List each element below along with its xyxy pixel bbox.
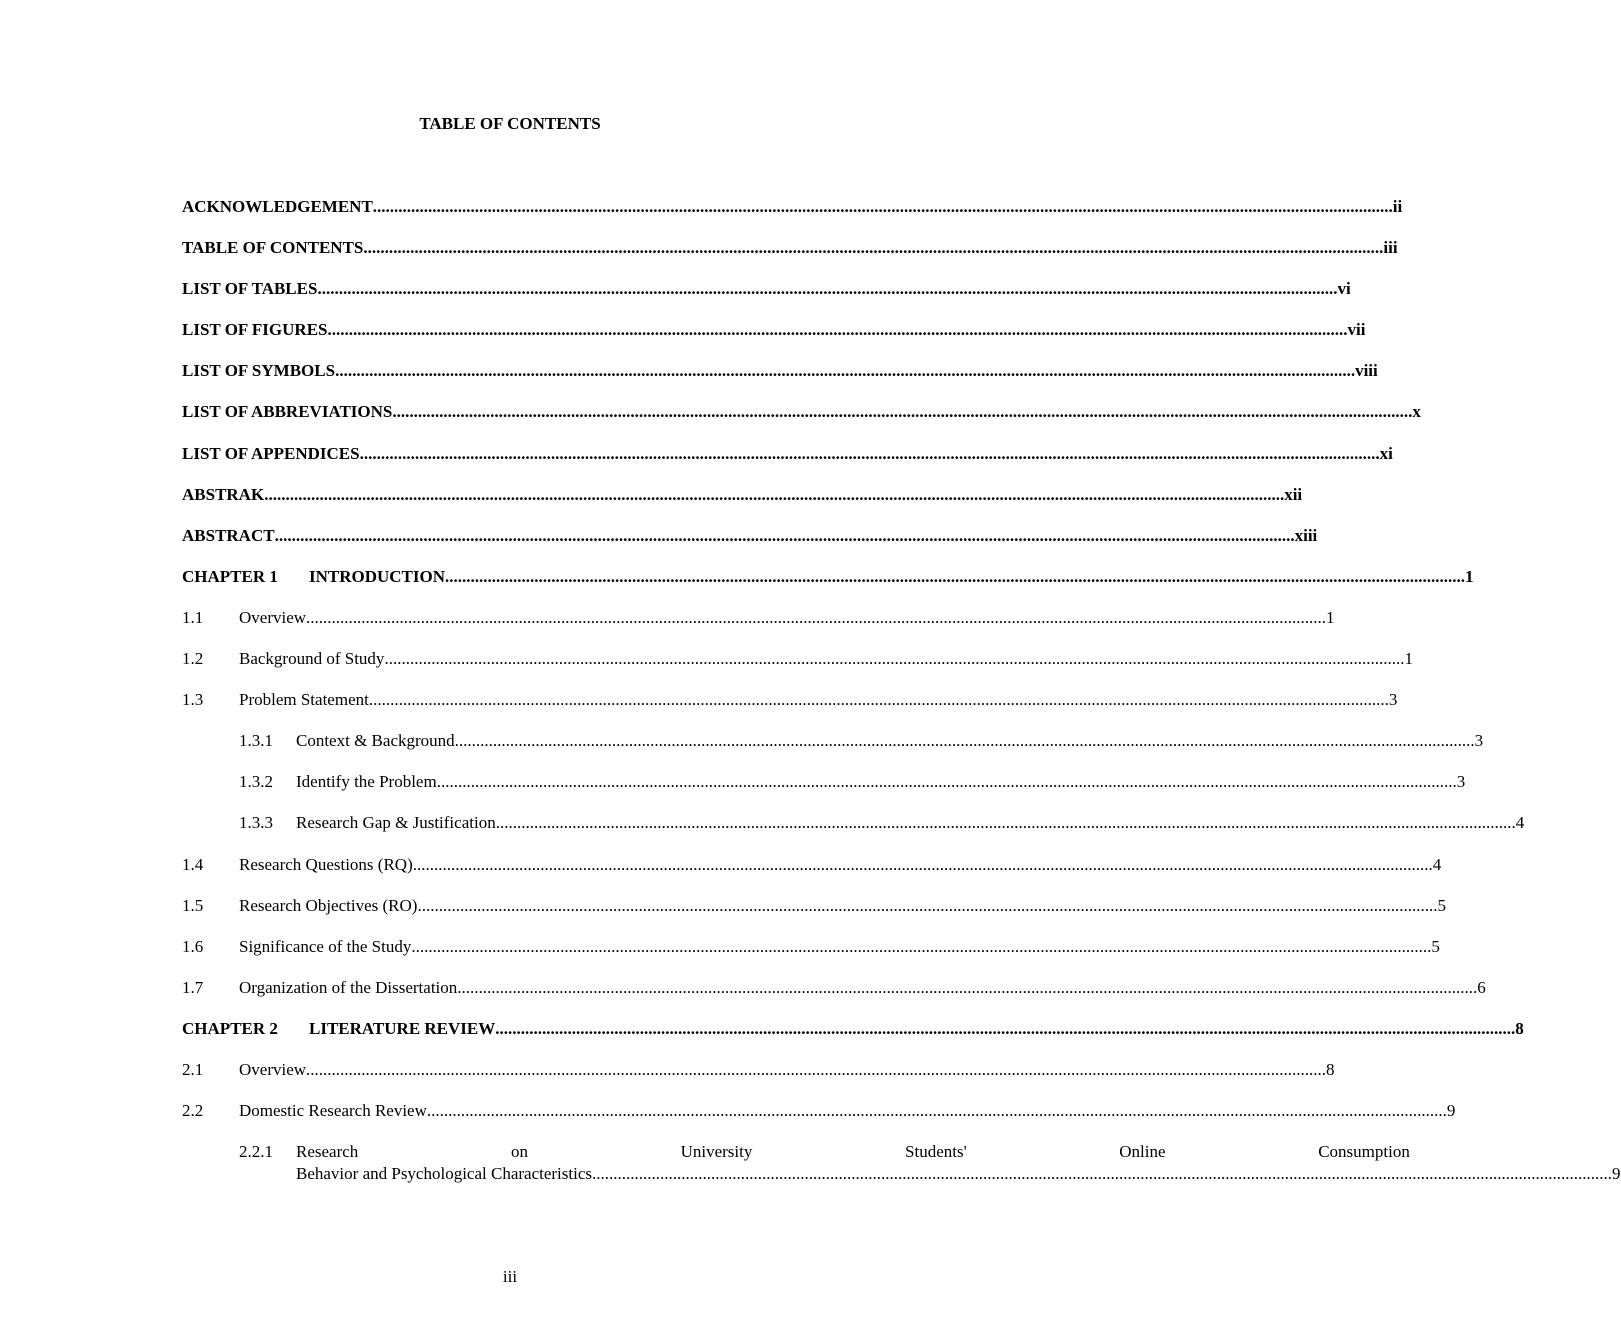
toc-entry-list-of-tables[interactable]	[182, 278, 1351, 319]
entry-page: 9	[1612, 1164, 1621, 1184]
toc-entry-abstract[interactable]	[182, 525, 1318, 566]
table-of-contents	[182, 196, 1621, 1185]
dot-leader	[264, 484, 1284, 506]
title-word: Online	[1119, 1142, 1166, 1162]
dot-leader	[413, 854, 1433, 876]
section-title: Problem Statement	[239, 690, 369, 710]
subsection-title: Behavior and Psychological Characteristics	[296, 1164, 592, 1184]
entry-title: ABSTRAK	[182, 484, 265, 504]
section-title: Organization of the Dissertation	[239, 977, 458, 997]
section-number: 2.1	[182, 1059, 204, 1079]
chapter-number: CHAPTER 1	[182, 566, 278, 586]
toc-chapter-1[interactable]	[182, 566, 1474, 607]
line-spacer	[1562, 1141, 1620, 1163]
chapter-number: CHAPTER 2	[182, 1018, 278, 1038]
entry-page: 4	[1515, 813, 1525, 833]
dot-leader	[369, 689, 1389, 711]
section-title: Background of Study	[239, 649, 385, 669]
entry-page: 3	[1456, 772, 1466, 792]
subsection-title: Research Gap & Justification	[296, 813, 496, 833]
dot-leader	[592, 1163, 1612, 1185]
page-title: TABLE OF CONTENTS	[419, 114, 601, 133]
section-number: 1.7	[182, 977, 204, 997]
entry-title: LIST OF ABBREVIATIONS	[182, 402, 393, 422]
section-number: 1.1	[182, 607, 204, 627]
subsection-title: Context & Background	[296, 731, 455, 751]
entry-page: 6	[1477, 977, 1486, 997]
dot-leader	[411, 936, 1431, 958]
entry-page: 3	[1474, 731, 1484, 751]
subsection-title-line-1	[296, 1141, 1621, 1163]
section-number: 1.6	[182, 936, 204, 956]
entry-page: 9	[1446, 1101, 1456, 1121]
dot-leader	[417, 895, 1437, 917]
dot-leader	[445, 566, 1465, 588]
toc-section-2-2[interactable]	[182, 1100, 1456, 1141]
dot-leader	[306, 1059, 1326, 1081]
dot-leader	[392, 401, 1412, 423]
chapter-title: LITERATURE REVIEW	[309, 1018, 496, 1038]
entry-page: 5	[1437, 895, 1446, 915]
title-word: on	[510, 1142, 528, 1162]
entry-page: vii	[1347, 320, 1366, 340]
subsection-number: 2.2.1	[239, 1142, 273, 1162]
entry-page: 1	[1326, 607, 1335, 627]
toc-section-1-6[interactable]	[182, 936, 1440, 977]
entry-page: x	[1412, 402, 1421, 422]
title-word: Research	[296, 1142, 359, 1162]
dot-leader	[335, 360, 1355, 382]
dot-leader	[373, 196, 1393, 218]
toc-entry-list-of-appendices[interactable]	[182, 443, 1393, 484]
entry-page: 1	[1465, 566, 1474, 586]
toc-section-1-2[interactable]	[182, 648, 1413, 689]
dot-leader	[427, 1100, 1447, 1122]
dot-leader	[495, 1018, 1515, 1040]
section-number: 1.3	[182, 690, 204, 710]
dot-leader	[306, 607, 1326, 629]
entry-page: 1	[1404, 649, 1413, 669]
toc-subsection-1-3-3[interactable]	[182, 812, 1525, 853]
subsection-number: 1.3.1	[239, 731, 273, 751]
dot-leader	[455, 730, 1475, 752]
entry-page: ii	[1392, 197, 1403, 216]
page-number: iii	[502, 1267, 518, 1286]
entry-page: xi	[1379, 443, 1393, 463]
dot-leader	[457, 977, 1477, 999]
toc-section-1-5[interactable]	[182, 895, 1446, 936]
toc-section-1-1[interactable]	[182, 607, 1335, 648]
section-number: 1.4	[182, 854, 204, 874]
entry-title: ABSTRACT	[182, 525, 275, 545]
dot-leader	[360, 443, 1380, 465]
entry-page: 4	[1432, 854, 1442, 874]
section-title: Research Objectives (RO)	[239, 895, 418, 915]
entry-page: 5	[1431, 936, 1440, 956]
entry-title: LIST OF SYMBOLS	[182, 361, 336, 381]
entry-title: ACKNOWLEDGEMENT	[182, 197, 373, 216]
title-word: Students'	[905, 1142, 967, 1162]
dot-leader	[275, 525, 1295, 547]
entry-page: 8	[1326, 1059, 1335, 1079]
dot-leader	[328, 319, 1348, 341]
toc-entry-list-of-symbols[interactable]	[182, 360, 1378, 401]
section-number: 1.5	[182, 895, 204, 915]
subsection-number: 1.3.2	[239, 772, 273, 792]
subsection-number: 1.3.3	[239, 813, 273, 833]
dot-leader	[437, 771, 1457, 793]
toc-entry-list-of-figures[interactable]	[182, 319, 1366, 360]
section-title: Overview	[239, 1059, 307, 1079]
toc-section-1-7[interactable]	[182, 977, 1486, 1018]
toc-chapter-2[interactable]	[182, 1018, 1524, 1059]
subsection-title: Identify the Problem	[296, 772, 437, 792]
toc-entry-abstrak[interactable]	[182, 484, 1303, 525]
toc-subsection-2-2-1[interactable]	[182, 1141, 1621, 1185]
section-title: Overview	[239, 607, 307, 627]
dot-leader	[384, 648, 1404, 670]
toc-subsection-1-3-2[interactable]	[182, 771, 1466, 812]
section-title: Domestic Research Review	[239, 1101, 427, 1121]
toc-section-1-4[interactable]	[182, 854, 1442, 895]
toc-subsection-1-3-1[interactable]	[182, 730, 1484, 771]
entry-page: vi	[1337, 279, 1351, 299]
toc-entry-table-of-contents[interactable]	[182, 237, 1398, 278]
entry-page: viii	[1355, 361, 1378, 381]
section-number: 1.2	[182, 649, 204, 669]
subsection-title-line-2	[296, 1163, 1621, 1185]
toc-entry-acknowledgement[interactable]	[182, 196, 1403, 237]
entry-page: xii	[1284, 484, 1303, 504]
dot-leader	[317, 278, 1337, 300]
entry-page: iii	[1383, 238, 1398, 258]
entry-title: LIST OF APPENDICES	[182, 443, 360, 463]
section-title: Research Questions (RQ)	[239, 854, 413, 874]
section-title: Significance of the Study	[239, 936, 412, 956]
dot-leader	[363, 237, 1383, 259]
title-word: Consumption	[1318, 1142, 1410, 1162]
entry-page: 8	[1515, 1018, 1524, 1038]
section-number: 2.2	[182, 1101, 204, 1121]
subsection-title-block	[296, 1141, 1621, 1185]
entry-title: LIST OF TABLES	[182, 279, 318, 299]
toc-section-1-3[interactable]	[182, 689, 1398, 730]
toc-entry-list-of-abbreviations[interactable]	[182, 401, 1421, 442]
chapter-title: INTRODUCTION	[309, 566, 446, 586]
dot-leader	[496, 812, 1516, 834]
entry-title: LIST OF FIGURES	[182, 320, 328, 340]
entry-title: TABLE OF CONTENTS	[182, 238, 364, 258]
toc-section-2-1[interactable]	[182, 1059, 1335, 1100]
entry-page: xiii	[1294, 525, 1318, 545]
title-word: University	[680, 1142, 753, 1162]
entry-page: 3	[1388, 690, 1398, 710]
